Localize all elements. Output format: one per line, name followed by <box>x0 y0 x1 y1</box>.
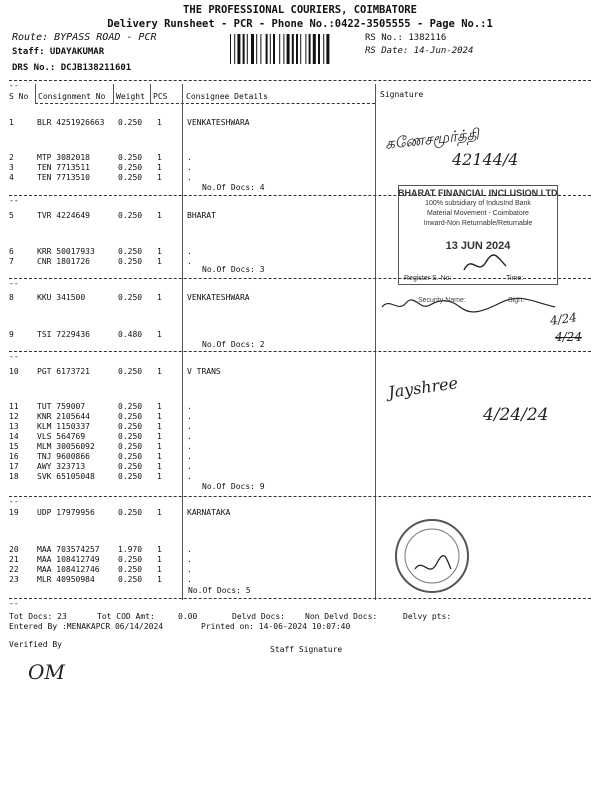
group-docs: No.Of Docs: 3 <box>202 265 265 274</box>
row-weight: 0.250 <box>118 118 143 127</box>
row-sno: 22 <box>9 565 19 574</box>
row-weight: 0.250 <box>118 422 143 431</box>
row-pcs: 1 <box>157 402 162 411</box>
row-cons: KLM 1150337 <box>37 422 90 431</box>
staff-signature: Staff Signature <box>270 645 343 654</box>
row-sno: 12 <box>9 412 19 421</box>
row-cons: MTP 3082018 <box>37 153 90 162</box>
rs-number: RS No.: 1382116 <box>365 33 447 43</box>
row-pcs: 1 <box>157 118 162 127</box>
row-sno: 18 <box>9 472 19 481</box>
row-sno: 19 <box>9 508 19 517</box>
row-details: . <box>187 555 192 564</box>
row-sno: 2 <box>9 153 14 162</box>
row-cons: MAA 703574257 <box>37 545 100 554</box>
drs-number: DRS No.: DCJB138211601 <box>12 63 132 73</box>
barcode <box>228 32 358 66</box>
stamp-time: Time: <box>506 275 524 282</box>
row-details: . <box>187 565 192 574</box>
row-cons: TSI 7229436 <box>37 330 90 339</box>
signature-2-number: 4/24 <box>549 310 578 328</box>
group-docs: No.Of Docs: 2 <box>202 340 265 349</box>
non-delivered-docs: Non Delvd Docs: <box>305 612 378 621</box>
row-pcs: 1 <box>157 575 162 584</box>
stamp-bank: BHARAT FINANCIAL INCLUSION LTD. <box>398 188 560 198</box>
row-sno: 21 <box>9 555 19 564</box>
row-details: VENKATESHWARA <box>187 118 250 127</box>
col-sno: S No <box>9 92 29 101</box>
row-details: V TRANS <box>187 367 221 376</box>
row-details: . <box>187 163 192 172</box>
row-sno: 10 <box>9 367 19 376</box>
row-weight: 0.250 <box>118 442 143 451</box>
row-details: . <box>187 472 192 481</box>
row-weight: 0.250 <box>118 173 143 182</box>
row-pcs: 1 <box>157 173 162 182</box>
row-sno: 4 <box>9 173 14 182</box>
rule <box>9 80 591 81</box>
row-weight: 0.250 <box>118 432 143 441</box>
row-sno: 20 <box>9 545 19 554</box>
row-sno: 5 <box>9 211 14 220</box>
row-weight: 0.250 <box>118 472 143 481</box>
signature-column-line <box>375 84 376 600</box>
row-pcs: 1 <box>157 508 162 517</box>
row-cons: MAA 108412749 <box>37 555 100 564</box>
row-weight: 0.250 <box>118 412 143 421</box>
delivered-docs: Delvd Docs: <box>232 612 285 621</box>
signature-1-number: 42144/4 <box>452 150 519 169</box>
row-sno: 13 <box>9 422 19 431</box>
row-details: BHARAT <box>187 211 216 220</box>
row-weight: 0.250 <box>118 575 143 584</box>
row-cons: MAA 108412746 <box>37 565 100 574</box>
row-details: KARNATAKA <box>187 508 231 517</box>
signature-3-number: 4/24/24 <box>483 405 549 425</box>
col-details: Consignee Details <box>186 92 268 101</box>
stamp-register: Register S. No: <box>404 275 452 282</box>
row-details: . <box>187 412 192 421</box>
row-details: . <box>187 422 192 431</box>
row-sno: 6 <box>9 247 14 256</box>
row-weight: 0.250 <box>118 153 143 162</box>
row-cons: MLR 40950984 <box>37 575 95 584</box>
row-weight: 0.250 <box>118 508 143 517</box>
row-weight: 0.250 <box>118 211 143 220</box>
row-weight: 0.250 <box>118 452 143 461</box>
row-weight: 0.250 <box>118 555 143 564</box>
row-pcs: 1 <box>157 257 162 266</box>
entered-by: Entered By :MENAKAPCR 06/14/2024 <box>9 622 164 631</box>
row-details: . <box>187 452 192 461</box>
row-pcs: 1 <box>157 330 162 339</box>
row-sno: 16 <box>9 452 19 461</box>
row-pcs: 1 <box>157 452 162 461</box>
stamp-sub2: Material Movement - Coimbatore <box>427 210 529 217</box>
row-details: . <box>187 153 192 162</box>
row-cons: TEN 7713510 <box>37 173 90 182</box>
total-cod-value: 0.00 <box>178 612 198 621</box>
row-pcs: 1 <box>157 412 162 421</box>
row-details: . <box>187 432 192 441</box>
row-details: . <box>187 173 192 182</box>
row-pcs: 1 <box>157 153 162 162</box>
group-docs: No.Of Docs: 4 <box>202 183 265 192</box>
row-cons: PGT 6173721 <box>37 367 90 376</box>
stamp-sub3: Inward-Non Returnable/Returnable <box>423 220 533 227</box>
row-details: . <box>187 257 192 266</box>
row-sno: 7 <box>9 257 14 266</box>
row-details: VENKATESHWARA <box>187 293 250 302</box>
col-consignment: Consignment No <box>38 92 106 101</box>
row-weight: 0.250 <box>118 402 143 411</box>
row-pcs: 1 <box>157 472 162 481</box>
row-sno: 15 <box>9 442 19 451</box>
row-sno: 1 <box>9 118 14 127</box>
row-pcs: 1 <box>157 442 162 451</box>
group-docs: No.Of Docs: 5 <box>188 586 251 595</box>
row-pcs: 1 <box>157 293 162 302</box>
row-weight: 0.250 <box>118 257 143 266</box>
row-cons: MLM 30056092 <box>37 442 95 451</box>
row-sno: 8 <box>9 293 14 302</box>
row-sno: 23 <box>9 575 19 584</box>
row-weight: 0.480 <box>118 330 143 339</box>
row-details: . <box>187 247 192 256</box>
row-pcs: 1 <box>157 565 162 574</box>
col-signature: Signature <box>380 90 424 99</box>
row-weight: 0.250 <box>118 367 143 376</box>
round-seal <box>393 517 471 595</box>
col-pcs: PCS <box>153 92 168 101</box>
row-details: . <box>187 442 192 451</box>
route-label: Route: BYPASS ROAD - PCR <box>12 32 157 43</box>
row-pcs: 1 <box>157 462 162 471</box>
row-weight: 0.250 <box>118 462 143 471</box>
row-cons: KNR 2105644 <box>37 412 90 421</box>
row-details: . <box>187 545 192 554</box>
row-details: . <box>187 462 192 471</box>
row-sno: 17 <box>9 462 19 471</box>
total-cod-label: Tot COD Amt: <box>97 612 155 621</box>
stamp-sub1: 100% subsidiary of IndusInd Bank <box>425 200 531 207</box>
delivery-points: Delvy pts: <box>403 612 452 621</box>
rs-date: RS Date: 14-Jun-2024 <box>365 46 474 56</box>
row-pcs: 1 <box>157 211 162 220</box>
row-pcs: 1 <box>157 555 162 564</box>
staff-label: Staff: UDAYAKUMAR <box>12 47 105 57</box>
row-cons: KKU 341500 <box>37 293 86 302</box>
row-sno: 9 <box>9 330 14 339</box>
runsheet-title: Delivery Runsheet - PCR - Phone No.:0422-3505555 - Page No.:1 <box>107 18 493 30</box>
row-cons: AWY 323713 <box>37 462 86 471</box>
row-cons: CNR 1801726 <box>37 257 90 266</box>
verified-by: Verified By <box>9 640 62 649</box>
signature-1-name: கணேசமூர்த்தி <box>384 125 480 153</box>
row-weight: 1.970 <box>118 545 143 554</box>
row-pcs: 1 <box>157 247 162 256</box>
row-sno: 14 <box>9 432 19 441</box>
row-cons: UDP 17979956 <box>37 508 95 517</box>
company-title: THE PROFESSIONAL COURIERS, COIMBATORE <box>183 4 417 16</box>
row-cons: TUT 759007 <box>37 402 86 411</box>
row-cons: TNJ 9600866 <box>37 452 90 461</box>
total-docs: Tot Docs: 23 <box>9 612 67 621</box>
row-weight: 0.250 <box>118 293 143 302</box>
verified-initials: OM <box>28 660 65 684</box>
row-cons: TVR 4224649 <box>37 211 90 220</box>
signature-2-scribble <box>380 295 560 317</box>
row-details: . <box>187 575 192 584</box>
row-pcs: 1 <box>157 367 162 376</box>
printed-on: Printed on: 14-06-2024 10:07:40 <box>201 622 351 631</box>
row-weight: 0.250 <box>118 565 143 574</box>
row-pcs: 1 <box>157 163 162 172</box>
row-weight: 0.250 <box>118 247 143 256</box>
row-pcs: 1 <box>157 422 162 431</box>
stamp-security: Security Name: <box>418 297 466 304</box>
details-column-line <box>182 84 183 600</box>
row-weight: 0.250 <box>118 163 143 172</box>
row-sno: 3 <box>9 163 14 172</box>
group-docs: No.Of Docs: 9 <box>202 482 265 491</box>
row-cons: BLR 4251926663 <box>37 118 105 127</box>
stamp-date: 13 JUN 2024 <box>445 240 511 252</box>
row-sno: 11 <box>9 402 19 411</box>
row-pcs: 1 <box>157 545 162 554</box>
stamp-sign: Sign: <box>508 297 524 304</box>
row-cons: TEN 7713511 <box>37 163 90 172</box>
col-weight: Weight <box>116 92 145 101</box>
stamp-signature <box>460 250 510 278</box>
row-pcs: 1 <box>157 432 162 441</box>
row-cons: VLS 564769 <box>37 432 86 441</box>
row-details: . <box>187 402 192 411</box>
row-cons: KRR 50017933 <box>37 247 95 256</box>
signature-3-name: Jayshree <box>387 373 460 402</box>
row-cons: SVK 65105048 <box>37 472 95 481</box>
